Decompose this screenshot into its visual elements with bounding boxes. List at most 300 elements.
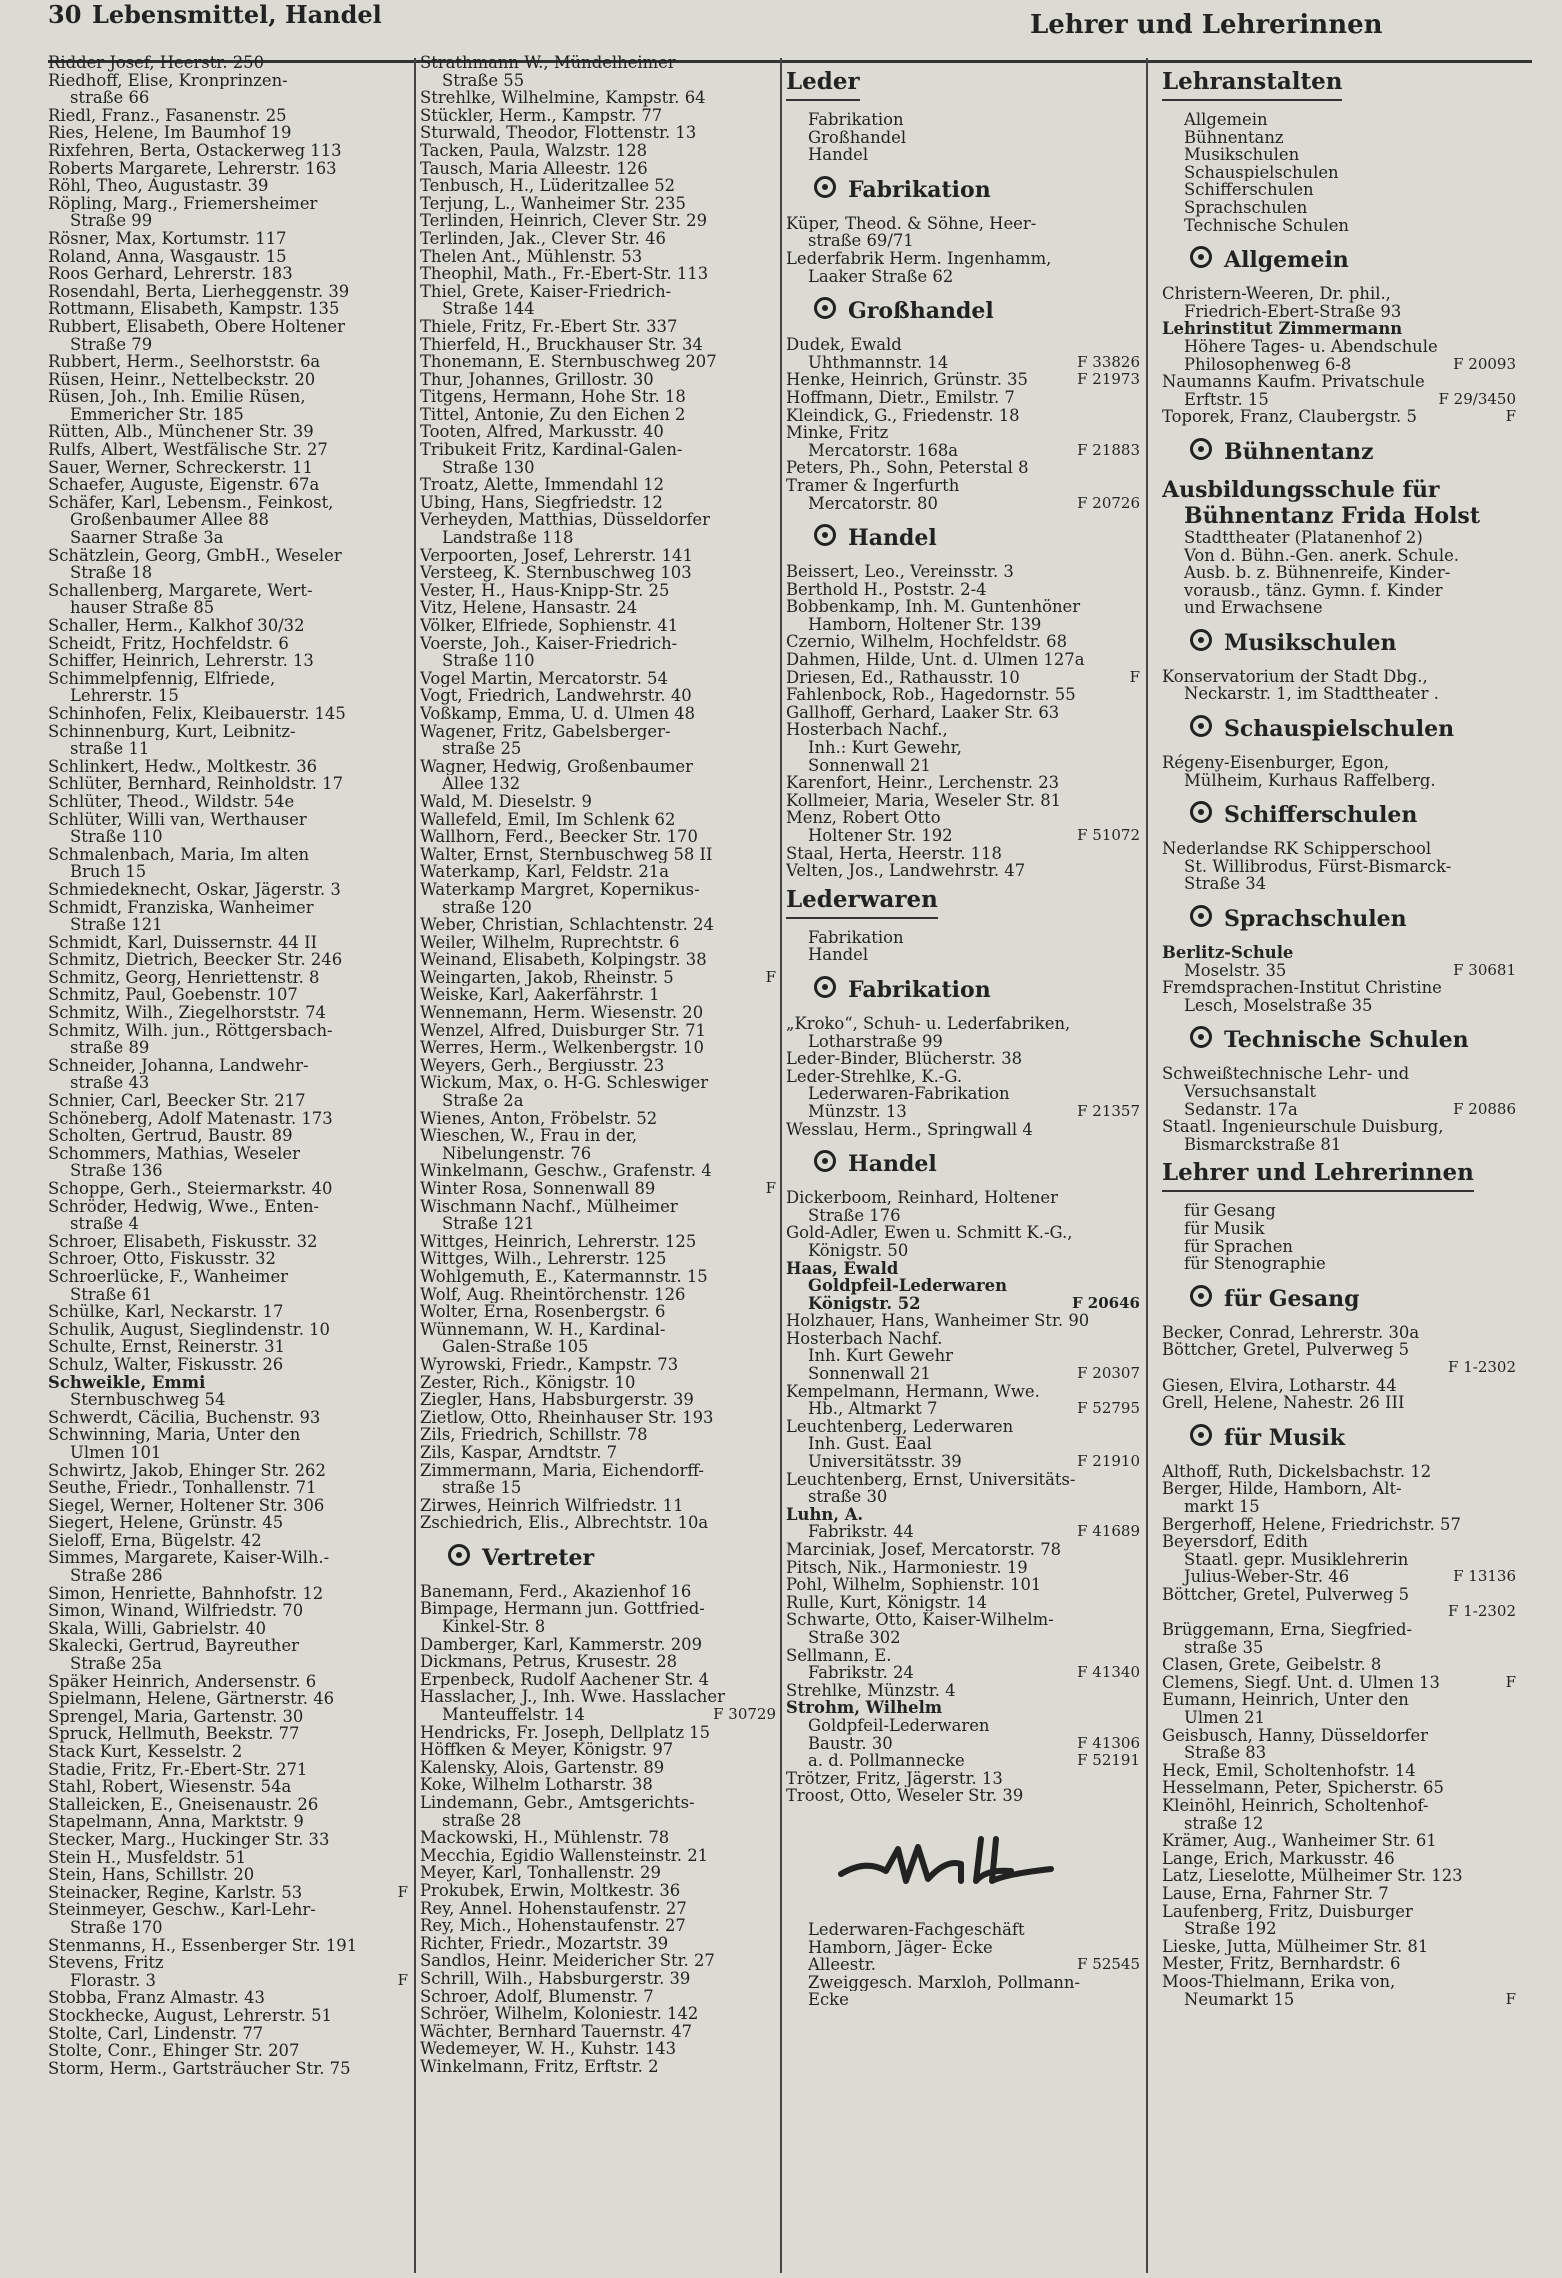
entry-text: Trötzer, Fritz, Jägerstr. 13 (786, 1769, 1003, 1788)
directory-entry (420, 793, 776, 811)
directory-entry (420, 1004, 776, 1022)
entry-text: Späker Heinrich, Andersenstr. 6 (48, 1672, 317, 1691)
directory-entry (48, 916, 408, 934)
directory-entry (420, 1988, 776, 2006)
directory-entry (1162, 1255, 1516, 1273)
directory-entry (1162, 1850, 1516, 1868)
directory-entry (786, 215, 1140, 233)
phone-number: F (1505, 1990, 1516, 2008)
directory-entry (48, 564, 408, 582)
entry-text: Philosophenweg 6-8 (1184, 355, 1352, 374)
entry-text: Wittges, Heinrich, Lehrerstr. 125 (420, 1232, 697, 1251)
entry-text: Straße 170 (70, 1918, 163, 1937)
entry-text: Schwerdt, Cäcilia, Buchenstr. 93 (48, 1408, 321, 1427)
entry-text: Böttcher, Gretel, Pulverweg 5 (1162, 1341, 1410, 1359)
directory-entry (48, 142, 408, 160)
entry-text: Brüggemann, Erna, Siegfried- (1162, 1621, 1413, 1639)
directory-entry (420, 1724, 776, 1742)
entry-text: Leuchtenberg, Lederwaren (786, 1417, 1014, 1436)
entry-text: Rulfs, Albert, Westfälische Str. 27 (48, 441, 328, 459)
directory-entry (48, 1039, 408, 1057)
directory-entry (420, 986, 776, 1004)
directory-entry (420, 1462, 776, 1480)
phone-number: F 21910 (1077, 1453, 1140, 1471)
directory-entry (1162, 1691, 1516, 1709)
entry-text: Straße 2a (442, 1092, 524, 1110)
directory-entry (48, 969, 408, 987)
entry-text: Christern-Weeren, Dr. phil., (1162, 285, 1391, 303)
entry-text: Weber, Christian, Schlachtenstr. 24 (420, 916, 714, 934)
directory-entry (786, 1260, 1140, 1278)
directory-entry (786, 1506, 1140, 1524)
entry-text: Stack Kurt, Kesselstr. 2 (48, 1743, 243, 1761)
entry-text: Bergerhoff, Helene, Friedrichstr. 57 (1162, 1515, 1461, 1534)
entry-text: straße 43 (70, 1074, 150, 1093)
directory-entry (420, 248, 776, 266)
entry-text: Weinand, Elisabeth, Kolpingstr. 38 (420, 951, 707, 969)
column-divider (414, 58, 416, 2273)
entry-text: Sonnenwall 21 (808, 756, 931, 775)
entry-text: Wittges, Wilh., Lehrerstr. 125 (420, 1250, 667, 1268)
directory-entry (48, 336, 408, 354)
bullet-circle-icon (814, 976, 836, 998)
directory-entry (1162, 1639, 1516, 1657)
directory-entry (786, 354, 1140, 372)
entry-text: vorausb., tänz. Gymn. f. Kinder (1184, 581, 1443, 600)
entry-text: Waterkamp Margret, Kopernikus- (420, 880, 700, 899)
directory-entry (420, 1426, 776, 1444)
entry-text: Schäfer, Karl, Lebensm., Feinkost, (48, 493, 334, 512)
subsection-title: Fabrikation (848, 976, 991, 1003)
entry-text: Schroer, Adolf, Blumenstr. 7 (420, 1987, 654, 2006)
entry-text: Beyersdorf, Edith (1162, 1533, 1308, 1551)
directory-entry (420, 1180, 776, 1198)
entry-text: Wagener, Fritz, Gabelsberger- (420, 722, 671, 741)
phone-number: F (1129, 668, 1140, 686)
entry-text: Fabrikstr. 24 (808, 1664, 914, 1682)
directory-entry (420, 811, 776, 829)
entry-text: markt 15 (1184, 1497, 1260, 1516)
directory-entry (420, 1653, 776, 1671)
entry-text: Röpling, Marg., Friemersheimer (48, 194, 318, 213)
directory-entry (48, 124, 408, 142)
entry-text: Schaller, Herm., Kalkhof 30/32 (48, 617, 305, 635)
directory-entry (1162, 199, 1516, 217)
entry-text: Stadttheater (Platanenhof 2) (1184, 528, 1423, 547)
entry-text: Uhthmannstr. 14 (808, 353, 949, 372)
column-4 (1162, 62, 1516, 2272)
directory-entry (48, 758, 408, 776)
entry-text: Simon, Winand, Wilfriedstr. 70 (48, 1602, 304, 1620)
entry-text: Naumanns Kaufm. Privatschule (1162, 373, 1425, 391)
entry-text: Sedanstr. 17a (1184, 1100, 1298, 1119)
entry-text: Sternbuschweg 54 (70, 1391, 226, 1409)
entry-text: St. Willibrodus, Fürst-Bismarck- (1184, 857, 1452, 876)
entry-text: Thelen Ant., Mühlenstr. 53 (420, 247, 643, 266)
directory-entry (420, 670, 776, 688)
directory-entry (420, 494, 776, 512)
entry-text: Straße 176 (808, 1206, 901, 1225)
directory-entry (420, 1583, 776, 1601)
entry-text: Mercatorstr. 168a (808, 441, 959, 460)
directory-entry (48, 494, 408, 512)
directory-entry (48, 1444, 408, 1462)
entry-text: Neckarstr. 1, im Stadttheater . (1184, 685, 1439, 704)
directory-entry (48, 687, 408, 705)
directory-entry (1162, 1973, 1516, 1991)
directory-entry (786, 1974, 1140, 1992)
directory-entry (786, 1471, 1140, 1489)
directory-entry (420, 916, 776, 934)
directory-entry (1162, 1533, 1516, 1551)
phone-number: F 20093 (1453, 355, 1516, 373)
entry-text: Rüsen, Heinr., Nettelbeckstr. 20 (48, 370, 316, 389)
directory-entry (1162, 320, 1516, 338)
directory-entry (48, 1215, 408, 1233)
directory-entry (786, 1921, 1140, 1939)
entry-text: Bobbenkamp, Inh. M. Guntenhöner (786, 598, 1081, 616)
entry-text: Zirwes, Heinrich Wilfriedstr. 11 (420, 1496, 684, 1515)
entry-text: Schroerlücke, F., Wanheimer (48, 1267, 289, 1286)
entry-text: Régeny-Eisenburger, Egon, (1162, 754, 1390, 772)
directory-entry (48, 1092, 408, 1110)
entry-text: Strehlke, Wilhelmine, Kampstr. 64 (420, 89, 706, 107)
directory-entry (420, 529, 776, 547)
bullet-circle-icon (1190, 1026, 1212, 1048)
bullet-circle-icon (814, 176, 836, 198)
directory-entry (48, 476, 408, 494)
directory-entry (48, 1374, 408, 1392)
directory-entry (420, 124, 776, 142)
entry-text: „Kroko“, Schuh- u. Lederfabriken, (786, 1014, 1071, 1033)
entry-text: Straße 144 (442, 300, 535, 318)
directory-entry (786, 1347, 1140, 1365)
directory-entry (786, 232, 1140, 250)
directory-entry (420, 652, 776, 670)
directory-entry (786, 1611, 1140, 1629)
entry-text: Stadie, Fritz, Fr.-Ebert-Str. 271 (48, 1760, 308, 1779)
directory-entry (420, 564, 776, 582)
entry-text: Straße 121 (442, 1215, 535, 1233)
entry-text: Sprengel, Maria, Gartenstr. 30 (48, 1707, 304, 1726)
directory-entry (420, 212, 776, 230)
directory-entry (420, 1514, 776, 1532)
directory-entry (1162, 1955, 1516, 1973)
entry-text: Landstraße 118 (442, 529, 574, 547)
directory-entry (786, 1559, 1140, 1577)
entry-text: Schnier, Carl, Beecker Str. 217 (48, 1092, 306, 1110)
entry-text: Schröer, Wilhelm, Koloniestr. 142 (420, 2005, 699, 2023)
entry-text: Bruch 15 (70, 863, 147, 881)
directory-entry (786, 581, 1140, 599)
directory-entry (1162, 1744, 1516, 1762)
directory-entry (1162, 547, 1516, 565)
entry-text: Voerste, Joh., Kaiser-Friedrich- (420, 634, 678, 653)
entry-text: Kollmeier, Maria, Weseler Str. 81 (786, 791, 1062, 810)
subsection-heading (1190, 715, 1516, 742)
directory-entry (48, 72, 408, 90)
subsection-title: Fabrikation (848, 176, 991, 203)
subsection-heading (814, 297, 1140, 324)
directory-entry (48, 248, 408, 266)
directory-entry (420, 195, 776, 213)
directory-entry (1162, 1797, 1516, 1815)
entry-text: Winkelmann, Geschw., Grafenstr. 4 (420, 1162, 712, 1180)
entry-text: Tramer & Ingerfurth (786, 476, 960, 495)
entry-text: Schweißtechnische Lehr- und (1162, 1065, 1410, 1083)
entry-text: Wolter, Erna, Rosenbergstr. 6 (420, 1303, 666, 1321)
directory-entry (420, 511, 776, 529)
entry-text: Ausb. b. z. Bühnenreife, Kinder- (1184, 564, 1451, 582)
entry-text: Kleinöhl, Heinrich, Scholtenhof- (1162, 1797, 1429, 1815)
entry-text: Schwarte, Otto, Kaiser-Wilhelm- (786, 1611, 1054, 1629)
directory-entry (1162, 1762, 1516, 1780)
directory-entry (48, 1901, 408, 1919)
entry-text: Erftstr. 15 (1184, 390, 1269, 409)
phone-number: F 52545 (1077, 1956, 1140, 1974)
entry-text: Titgens, Hermann, Hohe Str. 18 (420, 388, 686, 406)
page-header (0, 0, 1562, 60)
entry-text: Straße 18 (70, 564, 153, 582)
entry-text: Schmitz, Wilh. jun., Röttgersbach- (48, 1021, 333, 1040)
directory-entry (786, 598, 1140, 616)
entry-text: Schimmelpfennig, Elfriede, (48, 669, 276, 688)
entry-text: Holtener Str. 192 (808, 827, 953, 845)
entry-text: Staatl. Ingenieurschule Duisburg, (1162, 1118, 1444, 1136)
entry-text: Thonemann, E. Sternbuschweg 207 (420, 353, 717, 371)
entry-text: Voßkamp, Emma, U. d. Ulmen 48 (420, 704, 696, 723)
entry-text: Stenmanns, H., Essenberger Str. 191 (48, 1936, 358, 1955)
entry-text: Zimmermann, Maria, Eichendorff- (420, 1461, 704, 1480)
entry-text: Goldpfeil-Lederwaren (808, 1716, 990, 1735)
directory-entry (420, 1409, 776, 1427)
directory-entry (420, 1198, 776, 1216)
directory-entry (786, 1629, 1140, 1647)
directory-entry (420, 635, 776, 653)
directory-entry (786, 1365, 1140, 1383)
entry-text: Latz, Lieselotte, Mülheimer Str. 123 (1162, 1867, 1463, 1885)
entry-text: Zils, Friedrich, Schillstr. 78 (420, 1426, 648, 1444)
directory-entry (1162, 1991, 1516, 2009)
directory-entry (48, 1849, 408, 1867)
directory-entry (48, 1356, 408, 1374)
running-head-section: Lebensmittel, Handel (92, 0, 382, 29)
entry-text: Inh. Gust. Eaal (808, 1435, 932, 1454)
directory-entry (48, 1022, 408, 1040)
bullet-circle-icon (1190, 905, 1212, 927)
directory-entry (420, 740, 776, 758)
entry-text: Staatl. gepr. Musiklehrerin (1184, 1550, 1409, 1569)
entry-text: Konservatorium der Stadt Dbg., (1162, 667, 1428, 686)
directory-entry (48, 1233, 408, 1251)
directory-entry (420, 353, 776, 371)
entry-text: Tooten, Alfred, Markusstr. 40 (420, 423, 664, 442)
directory-entry (420, 72, 776, 90)
directory-entry (48, 1673, 408, 1691)
subsection-title: Vertreter (482, 1544, 595, 1571)
directory-entry (786, 146, 1140, 164)
directory-entry (786, 1224, 1140, 1242)
entry-text: Lehrinstitut Zimmermann (1162, 320, 1403, 338)
directory-entry (48, 2007, 408, 2025)
directory-entry (420, 547, 776, 565)
entry-text: Schallenberg, Margarete, Wert- (48, 581, 313, 600)
directory-entry (420, 1162, 776, 1180)
directory-entry (48, 1391, 408, 1409)
directory-entry (420, 599, 776, 617)
directory-entry (786, 442, 1140, 460)
entry-text: Wald, M. Dieselstr. 9 (420, 792, 592, 811)
directory-entry (48, 1532, 408, 1550)
directory-entry (48, 1426, 408, 1444)
directory-entry (786, 774, 1140, 792)
entry-text: Clemens, Siegf. Unt. d. Ulmen 13 (1162, 1673, 1440, 1692)
directory-entry (48, 230, 408, 248)
entry-text: Böttcher, Gretel, Pulverweg 5 (1162, 1585, 1410, 1604)
entry-text: Riedl, Franz., Fasanenstr. 25 (48, 106, 287, 125)
entry-text: Hesselmann, Peter, Spicherstr. 65 (1162, 1779, 1444, 1797)
entry-text: Kinkel-Str. 8 (442, 1618, 546, 1636)
entry-text: Stolte, Carl, Lindenstr. 77 (48, 2024, 264, 2043)
witt-logo (836, 1819, 1056, 1909)
entry-text: Strehlke, Münzstr. 4 (786, 1681, 956, 1700)
entry-text: Inh. Kurt Gewehr (808, 1347, 953, 1366)
directory-entry (420, 1970, 776, 1988)
entry-text: Schauspielschulen (1184, 163, 1339, 182)
directory-entry (786, 1189, 1140, 1207)
directory-entry (48, 1145, 408, 1163)
entry-text: Mecchia, Egidio Wallensteinstr. 21 (420, 1846, 709, 1865)
entry-text: Rulle, Kurt, Königstr. 14 (786, 1593, 988, 1612)
entry-text: Von d. Bühn.-Gen. anerk. Schule. (1184, 546, 1459, 565)
subsection-title: Handel (848, 525, 937, 552)
directory-entry (420, 1092, 776, 1110)
directory-entry (420, 177, 776, 195)
entry-text: Roland, Anna, Wasgaustr. 15 (48, 247, 287, 266)
entry-text: Rey, Mich., Hohenstaufenstr. 27 (420, 1917, 686, 1935)
directory-entry (786, 1330, 1140, 1348)
directory-entry (1162, 285, 1516, 303)
directory-entry (786, 1015, 1140, 1033)
entry-text: Straße 110 (442, 652, 535, 670)
entry-text: Krämer, Aug., Wanheimer Str. 61 (1162, 1832, 1437, 1850)
directory-entry (786, 929, 1140, 947)
entry-text: Tribukeit Fritz, Kardinal-Galen- (420, 441, 683, 459)
entry-text: Inh.: Kurt Gewehr, (808, 739, 962, 757)
entry-text: Lederwaren-Fachgeschäft (808, 1920, 1025, 1939)
entry-text: Winkelmann, Fritz, Erftstr. 2 (420, 2057, 659, 2076)
entry-text: Stalleicken, E., Gneisenaustr. 26 (48, 1795, 319, 1814)
directory-entry (420, 881, 776, 899)
subsection-heading (814, 176, 1140, 203)
directory-entry (1162, 1832, 1516, 1850)
entry-text: Winter Rosa, Sonnenwall 89 (420, 1180, 656, 1198)
directory-entry (786, 1068, 1140, 1086)
entry-text: Stapelmann, Anna, Marktstr. 9 (48, 1813, 304, 1831)
directory-entry (420, 899, 776, 917)
entry-text: straße 4 (70, 1215, 139, 1233)
entry-text: Lange, Erich, Markusstr. 46 (1162, 1849, 1395, 1868)
directory-entry (1162, 1621, 1516, 1639)
directory-entry (420, 107, 776, 125)
bullet-circle-icon (814, 1150, 836, 1172)
subsection-title: Musikschulen (1224, 629, 1397, 656)
directory-entry (786, 1312, 1140, 1330)
entry-text: Toporek, Franz, Claubergstr. 5 (1162, 408, 1417, 426)
directory-entry (786, 424, 1140, 442)
entry-text: Straße 130 (442, 458, 535, 477)
entry-text: Rüsen, Joh., Inh. Emilie Rüsen, (48, 388, 306, 406)
directory-entry (420, 1303, 776, 1321)
entry-text: Sauer, Werner, Schreckerstr. 11 (48, 458, 313, 477)
entry-text: Weingarten, Jakob, Rheinstr. 5 (420, 968, 674, 987)
entry-text: Schmiedeknecht, Oskar, Jägerstr. 3 (48, 880, 341, 899)
directory-entry (48, 547, 408, 565)
directory-entry (48, 1972, 408, 1990)
directory-entry (420, 406, 776, 424)
phone-number: F 41306 (1077, 1734, 1140, 1752)
directory-entry (48, 1074, 408, 1092)
subsection-heading (1190, 1026, 1516, 1053)
entry-text: Ziegler, Hans, Habsburgerstr. 39 (420, 1391, 694, 1409)
directory-entry (48, 107, 408, 125)
directory-entry (786, 563, 1140, 581)
entry-text: Großhandel (808, 128, 907, 147)
directory-entry (48, 1761, 408, 1779)
entry-text: Wesslau, Herm., Springwall 4 (786, 1120, 1033, 1139)
entry-text: Technische Schulen (1184, 216, 1349, 235)
column-divider (780, 58, 782, 2273)
directory-entry (420, 2005, 776, 2023)
entry-text: Gold-Adler, Ewen u. Schmitt K.-G., (786, 1224, 1073, 1242)
phone-number: F 21973 (1077, 371, 1140, 389)
entry-text: Richter, Friedr., Mozartstr. 39 (420, 1934, 669, 1953)
directory-entry (786, 1050, 1140, 1068)
phone-number: F 52795 (1077, 1400, 1140, 1418)
entry-text: Julius-Weber-Str. 46 (1184, 1568, 1350, 1586)
directory-entry (786, 1121, 1140, 1139)
directory-entry (420, 1688, 776, 1706)
directory-entry (48, 1250, 408, 1268)
entry-text: Lesch, Moselstraße 35 (1184, 996, 1373, 1015)
entry-text: Schröder, Hedwig, Wwe., Enten- (48, 1197, 320, 1216)
entry-text: Stobba, Franz Almastr. 43 (48, 1989, 265, 2007)
directory-entry (420, 54, 776, 72)
directory-entry (786, 633, 1140, 651)
entry-text: Roberts Margarete, Lehrerstr. 163 (48, 159, 337, 178)
entry-text: Thierfeld, H., Bruckhauser Str. 34 (420, 335, 703, 354)
directory-entry (48, 1866, 408, 1884)
directory-entry (48, 1462, 408, 1480)
directory-entry (786, 1383, 1140, 1401)
directory-entry (48, 828, 408, 846)
directory-entry (420, 1935, 776, 1953)
entry-text: straße 120 (442, 898, 532, 917)
directory-entry (786, 1435, 1140, 1453)
entry-text: Schulte, Ernst, Reinerstr. 31 (48, 1338, 285, 1356)
directory-entry (420, 230, 776, 248)
directory-entry (48, 300, 408, 318)
directory-entry (786, 1400, 1140, 1418)
directory-entry (786, 809, 1140, 827)
directory-entry (786, 1085, 1140, 1103)
directory-entry (1162, 875, 1516, 893)
entry-text: Schmitz, Paul, Goebenstr. 107 (48, 986, 298, 1005)
directory-entry (420, 969, 776, 987)
column-2 (420, 54, 776, 2272)
entry-text: Schmitz, Dietrich, Beecker Str. 246 (48, 951, 343, 969)
directory-entry (1162, 668, 1516, 686)
